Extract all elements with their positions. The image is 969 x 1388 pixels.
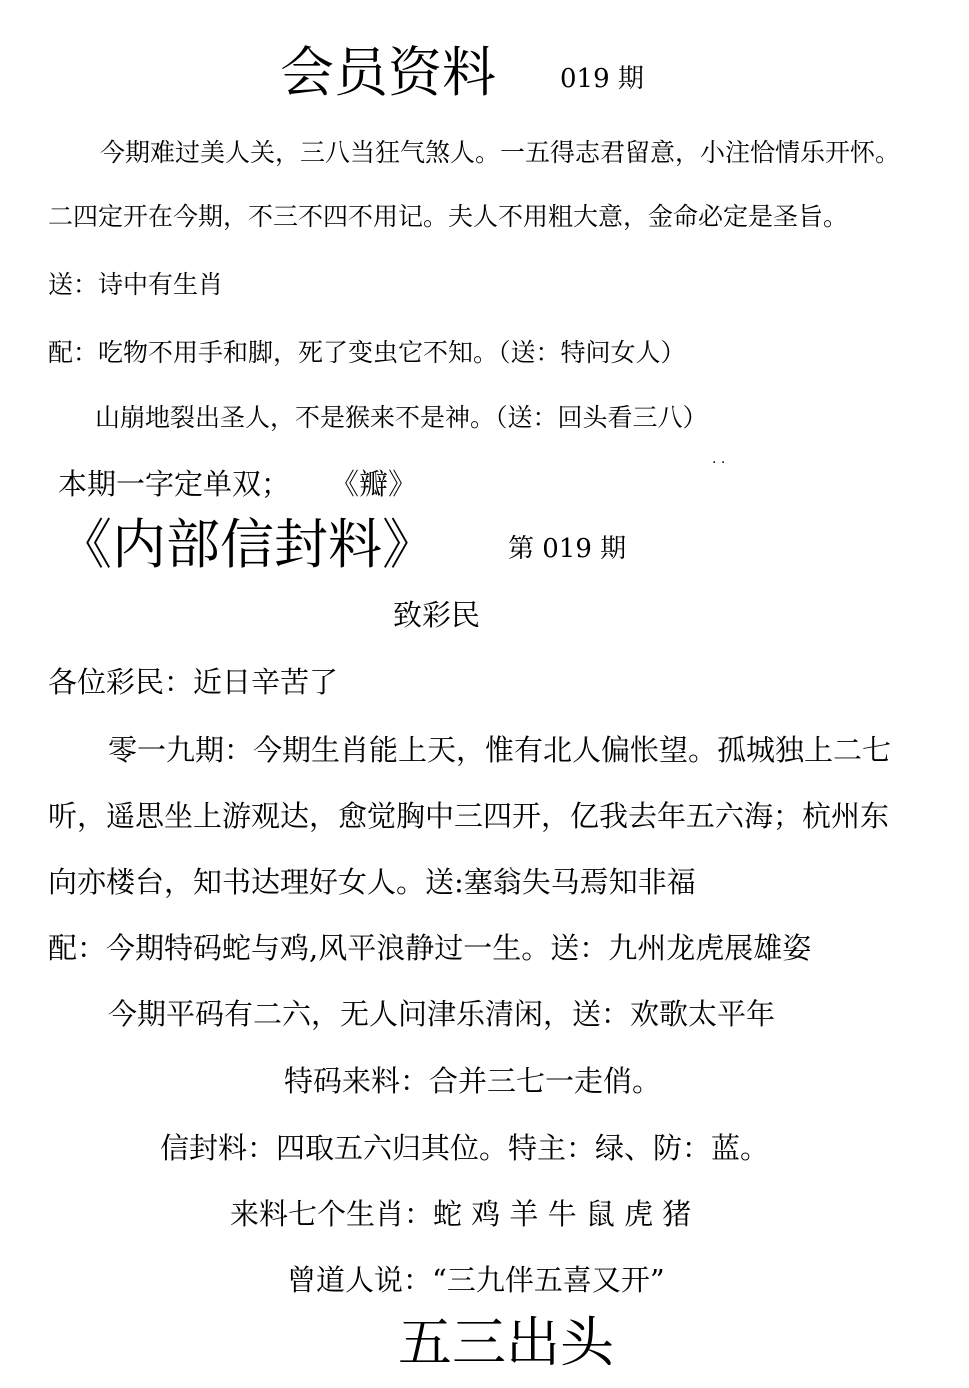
envelope-issue: 第 019 期 [508, 534, 627, 564]
poem-line-1: 今期难过美人关，三八当狂气煞人。一五得志君留意，小注恰情乐开怀。 [100, 138, 901, 167]
envelope-line-2: 听，遥思坐上游观达，愈觉胸中三四开，亿我去年五六海；杭州东 [48, 799, 890, 833]
member-issue: 019 期 [560, 64, 644, 94]
pair-line: 配：吃物不用手和脚，死了变虫它不知。（送：特问女人） [48, 338, 686, 367]
envelope-line-7: 信封料：四取五六归其位。特主：绿、防：蓝。 [160, 1131, 770, 1165]
envelope-line-5: 今期平码有二六，无人问津乐清闲，送：欢歌太平年 [108, 997, 776, 1031]
envelope-line-4: 配：今期特码蛇与鸡,风平浪静过一生。送：九州龙虎展雄姿 [48, 931, 812, 965]
greeting-line: 各位彩民：近日辛苦了 [48, 665, 339, 699]
footer-phrase: 五三出头 [398, 1311, 614, 1374]
quote-line: 曾道人说：“三九伴五喜又开” [287, 1263, 665, 1297]
envelope-line-6: 特码来料：合并三七一走俏。 [284, 1064, 662, 1098]
member-title: 会员资料 [280, 41, 496, 104]
poem-line-2: 二四定开在今期，不三不四不用记。夫人不用粗大意，金命必定是圣旨。 [48, 202, 849, 231]
odd-even-hint: 《瓣》 [330, 467, 418, 501]
odd-even-line: 本期一字定单双； [58, 467, 291, 501]
gift-line: 送：诗中有生肖 [48, 270, 224, 299]
envelope-line-1: 零一九期：今期生肖能上天，惟有北人偏怅望。孤城独上二七 [108, 733, 892, 767]
riddle-line: 山崩地裂出圣人，不是猴来不是神。（送：回头看三八） [95, 403, 708, 432]
envelope-heading: 致彩民 [393, 598, 481, 632]
zodiac-line: 来料七个生肖：蛇 鸡 羊 牛 鼠 虎 猪 [230, 1197, 692, 1231]
stray-dots: . . [712, 451, 726, 467]
envelope-line-3: 向亦楼台，知书达理好女人。送:塞翁失马焉知非福 [48, 865, 696, 899]
envelope-title: 《内部信封料》 [58, 513, 436, 576]
